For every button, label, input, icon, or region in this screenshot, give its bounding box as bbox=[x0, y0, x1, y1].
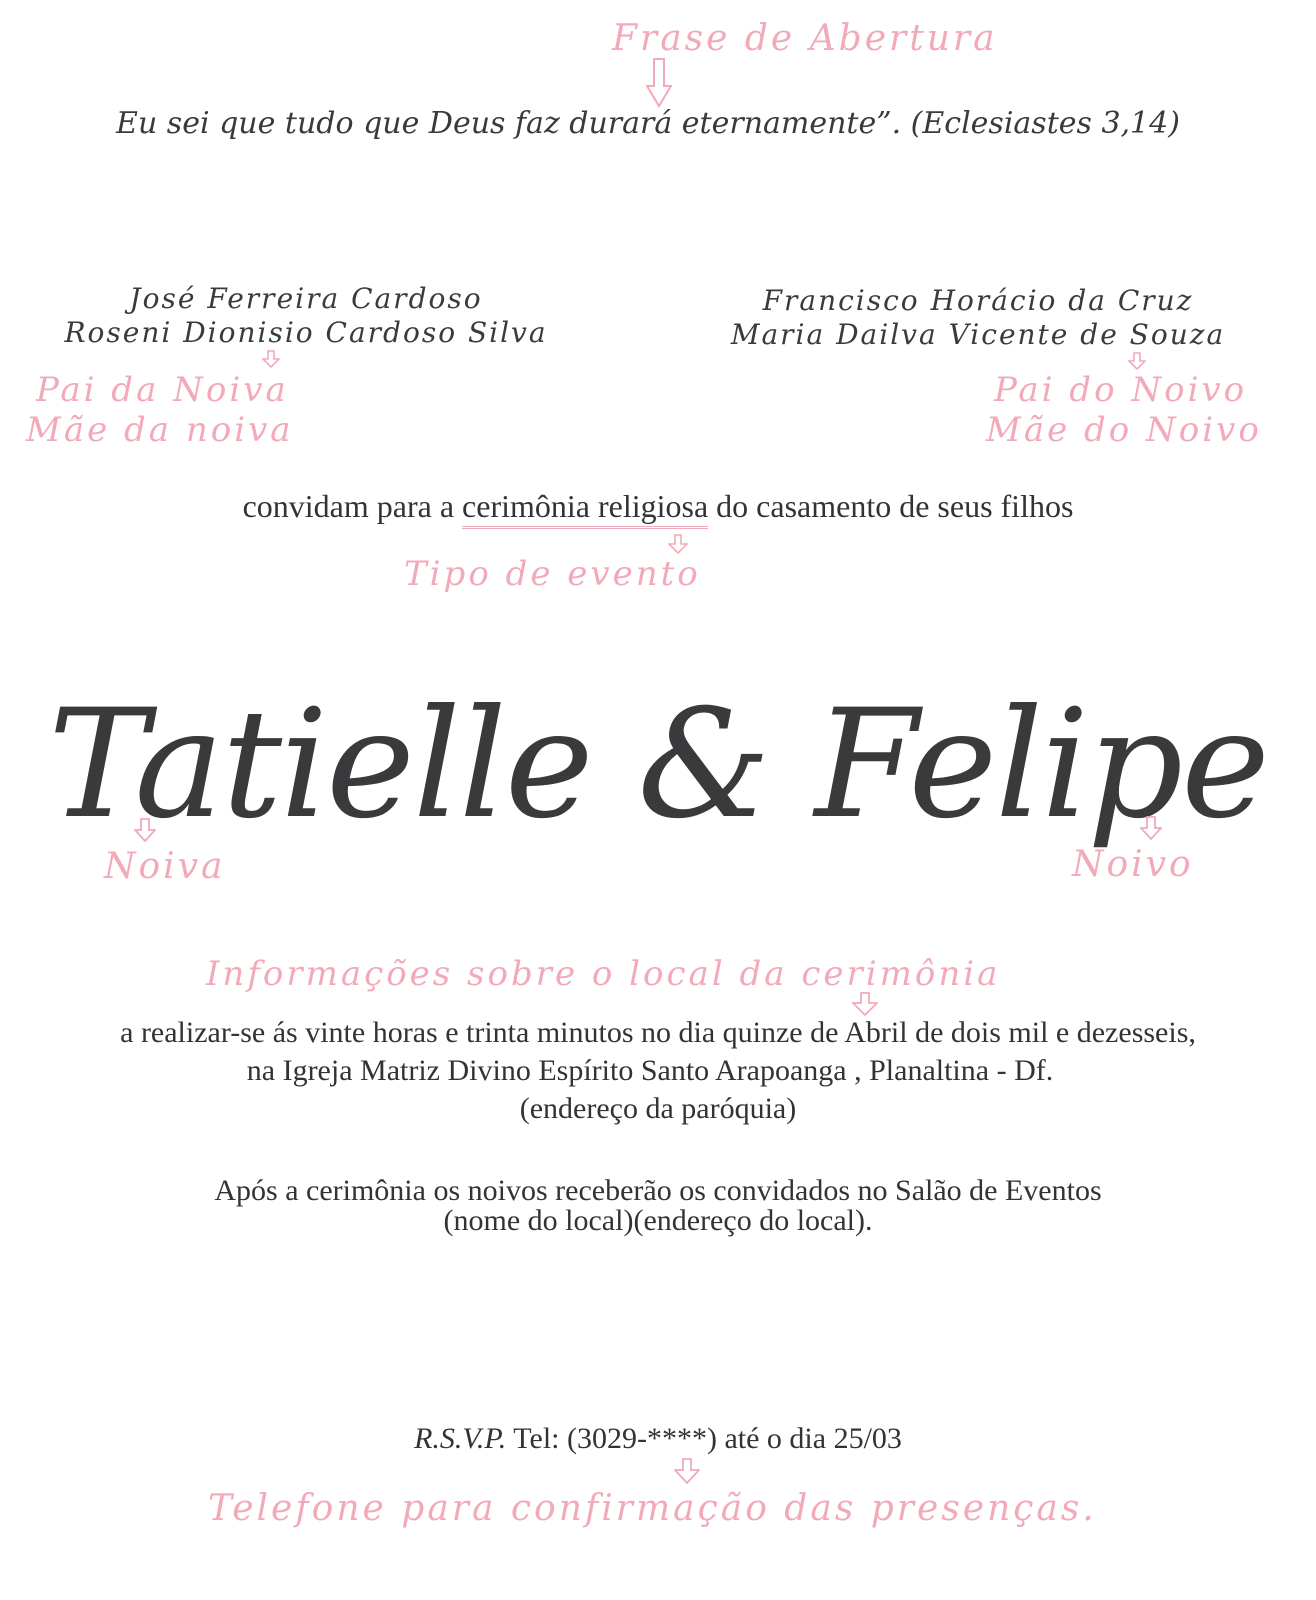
opening-verse bbox=[0, 106, 1306, 141]
label-bride-mother: Mãe da noiva bbox=[26, 410, 294, 450]
rsvp-line bbox=[0, 1422, 1316, 1456]
groom-name: Felipe bbox=[814, 678, 1268, 852]
bride-father-name: José Ferreira Cardoso bbox=[129, 282, 483, 315]
groom-father-name: Francisco Horácio da Cruz bbox=[762, 284, 1194, 317]
invitation-before: convidam para a bbox=[242, 488, 463, 524]
invitation-after: do casamento de seus filhos bbox=[708, 488, 1074, 524]
couple-names bbox=[0, 680, 1316, 850]
hollow-down-arrow-icon bbox=[674, 1458, 700, 1484]
hollow-down-arrow-icon bbox=[1128, 352, 1146, 370]
ceremony-line-1: a realizar-se ás vinte horas e trinta minutos no dia quinze de Abril de dois mil e dezesseis, bbox=[120, 1016, 1196, 1049]
bride-name: Tatielle bbox=[48, 678, 592, 852]
label-venue-info: Informações sobre o local da cerimônia bbox=[206, 954, 1001, 994]
hollow-down-arrow-icon bbox=[852, 992, 878, 1016]
ceremony-line-3: (endereço da paróquia) bbox=[519, 1092, 797, 1125]
reception-line-1: Após a cerimônia os noivos receberão os convidados no Salão de Eventos bbox=[214, 1174, 1102, 1207]
hollow-down-arrow-icon bbox=[668, 534, 688, 554]
hollow-down-arrow-icon bbox=[262, 350, 280, 368]
verse-reference: (Eclesiastes 3,14) bbox=[910, 106, 1180, 141]
verse-closing-quote: ”. bbox=[876, 106, 902, 141]
label-groom: Noivo bbox=[1072, 844, 1194, 885]
bride-mother-name: Roseni Dionisio Cardoso Silva bbox=[64, 316, 548, 349]
rsvp-text: Tel: (3029-****) até o dia 25/03 bbox=[506, 1422, 902, 1455]
rsvp-abbr: R.S.V.P. bbox=[414, 1422, 507, 1455]
label-groom-mother: Mãe do Noivo bbox=[986, 410, 1262, 450]
hollow-down-arrow-icon bbox=[646, 58, 672, 108]
label-bride: Noiva bbox=[104, 846, 226, 887]
hollow-down-arrow-icon bbox=[1140, 816, 1162, 840]
invitation-sentence bbox=[0, 488, 1316, 525]
verse-quote: Eu sei que tudo que Deus faz durará eternamente bbox=[116, 106, 877, 141]
label-rsvp-phone: Telefone para confirmação das presenças. bbox=[208, 1488, 1097, 1529]
event-type-highlight: cerimônia religiosa bbox=[462, 488, 708, 529]
reception-line-2: (nome do local)(endereço do local). bbox=[443, 1204, 873, 1237]
couple-ampersand: & bbox=[637, 678, 769, 852]
label-event-type: Tipo de evento bbox=[404, 554, 701, 594]
groom-mother-name: Maria Dailva Vicente de Souza bbox=[730, 318, 1226, 351]
label-groom-father: Pai do Noivo bbox=[994, 370, 1248, 410]
label-opening-phrase: Frase de Abertura bbox=[612, 18, 998, 59]
label-bride-father: Pai da Noiva bbox=[36, 370, 289, 410]
hollow-down-arrow-icon bbox=[134, 818, 156, 842]
ceremony-line-2: na Igreja Matriz Divino Espírito Santo Arapoanga , Planaltina - Df. bbox=[246, 1054, 1054, 1087]
